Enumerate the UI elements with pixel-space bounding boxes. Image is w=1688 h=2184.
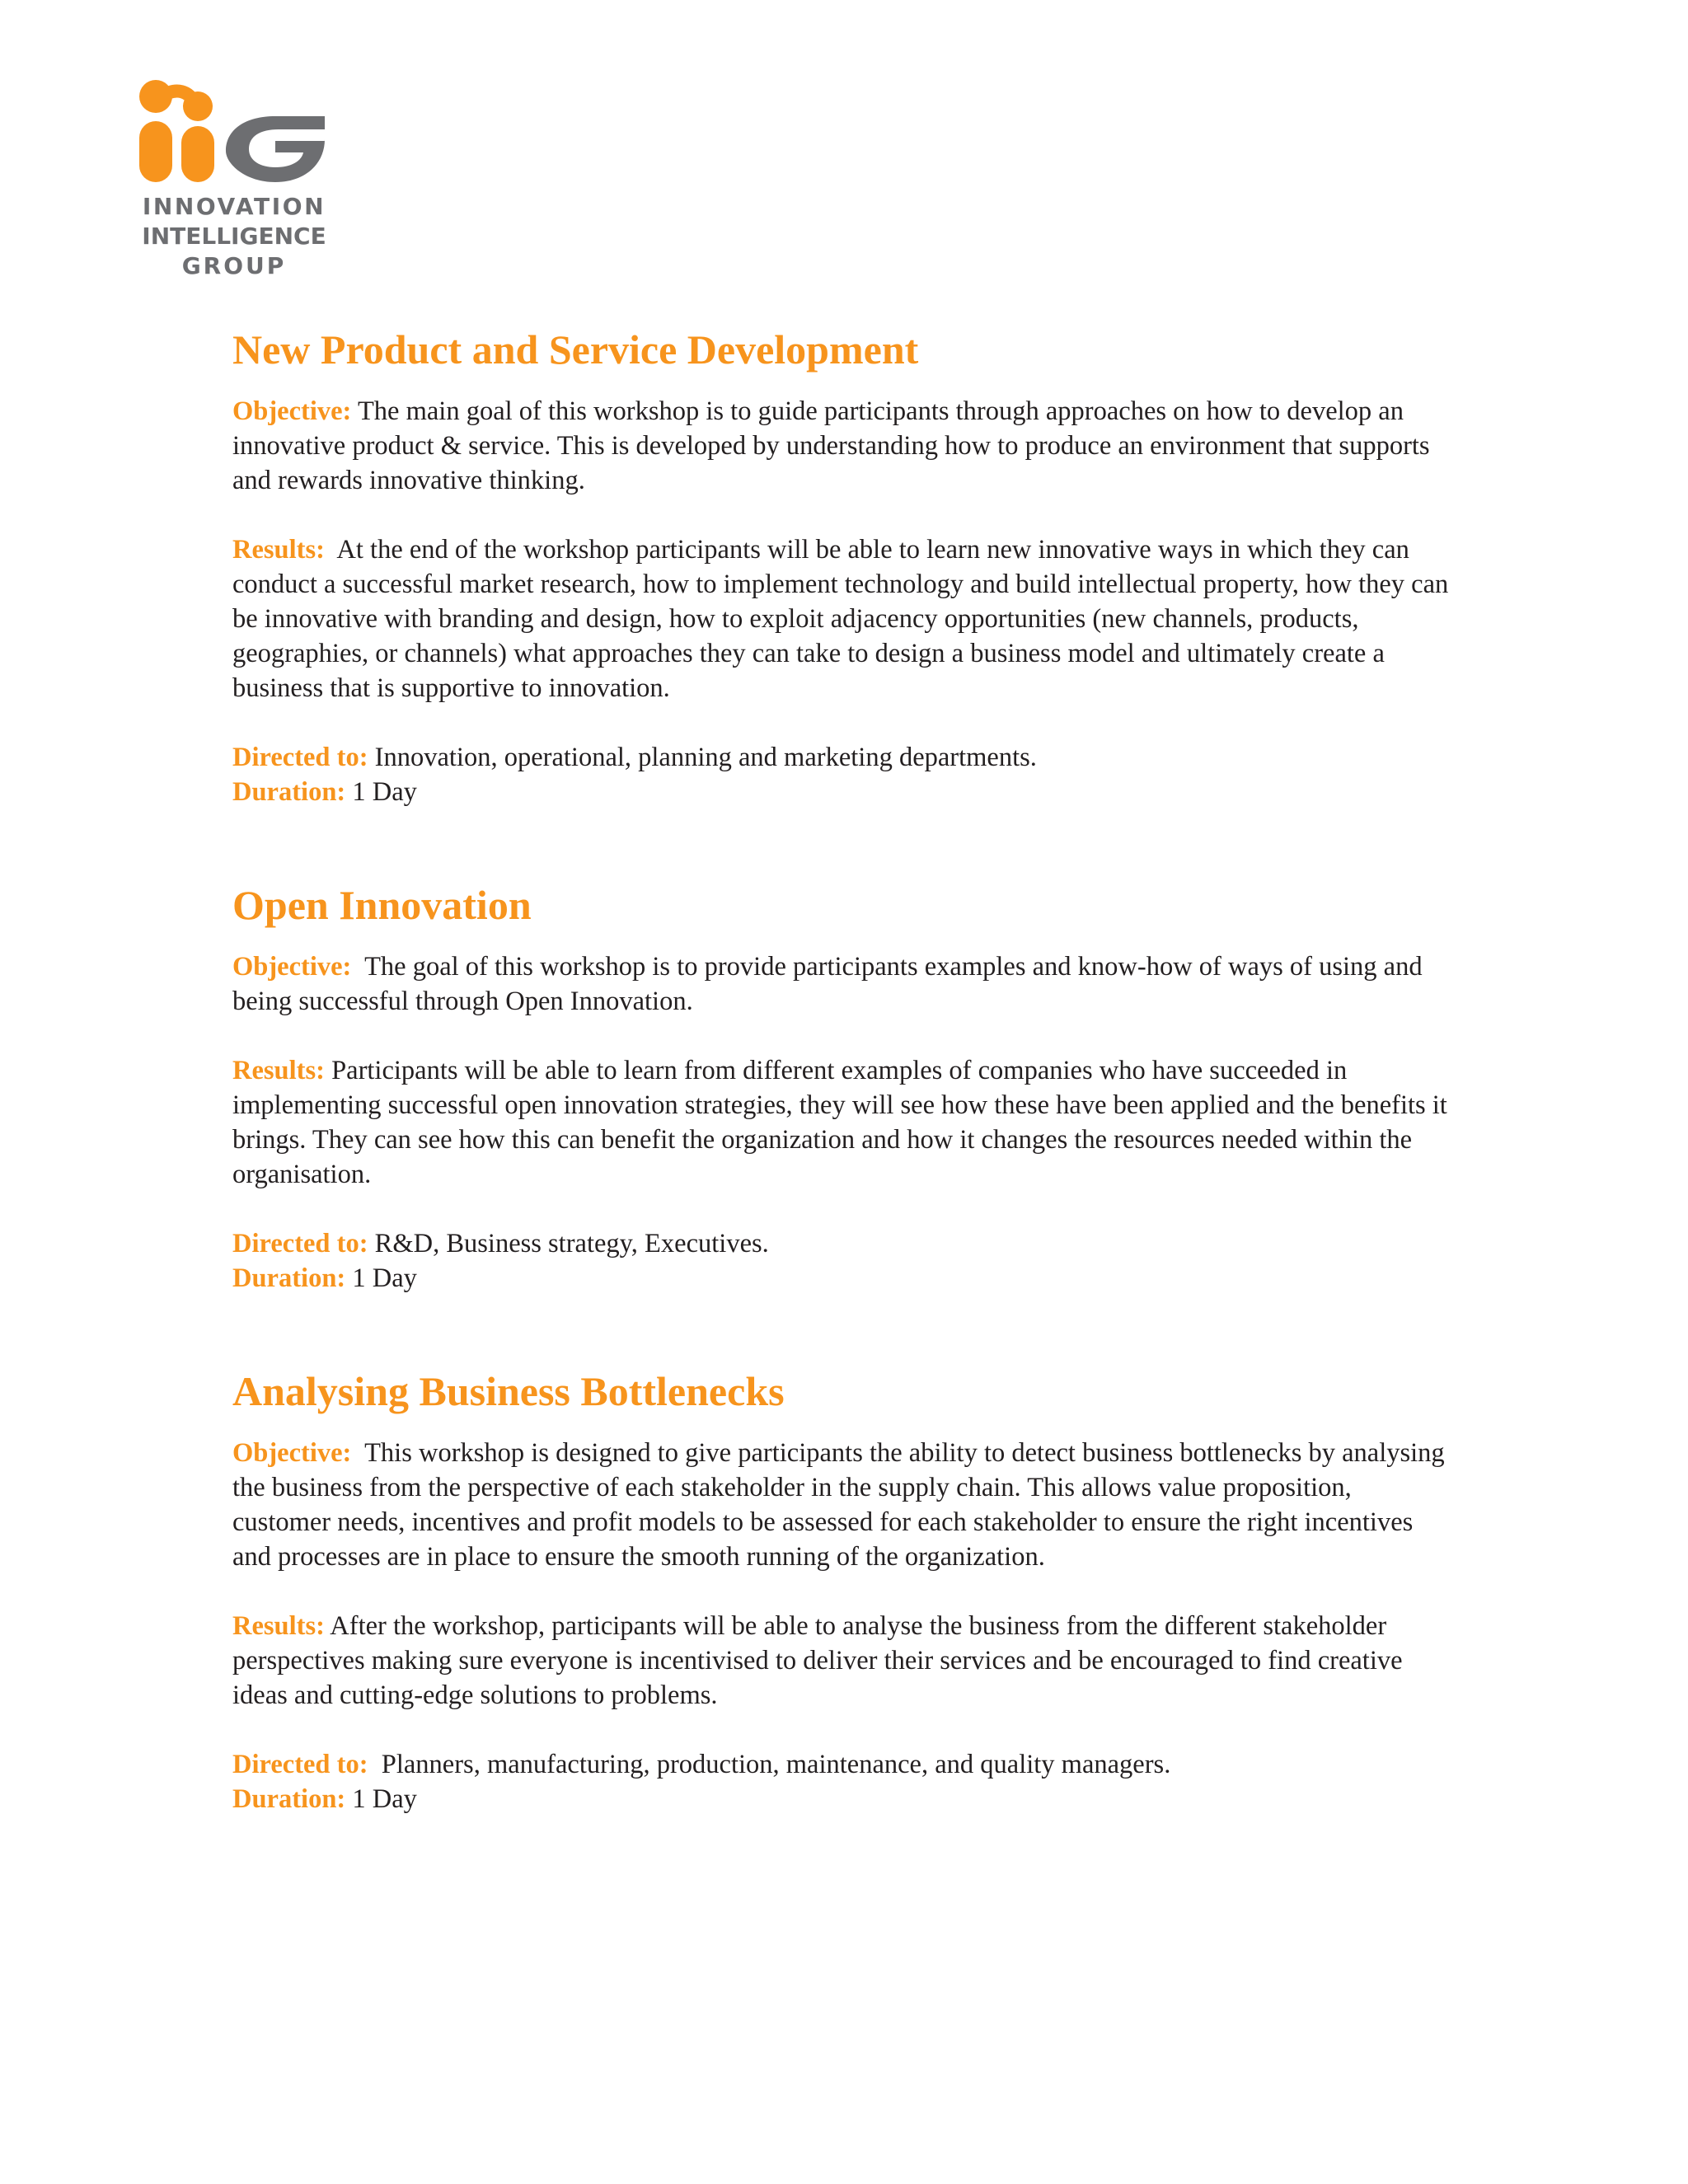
duration-text: 1 Day [352, 1784, 417, 1814]
logo-wordmark [137, 192, 331, 281]
directed-to-line [232, 1747, 1452, 1782]
duration-label: Duration: [232, 1784, 346, 1814]
workshop-section [232, 323, 1452, 809]
duration-label: Duration: [232, 777, 346, 807]
directed-to-label: Directed to: [232, 1229, 368, 1258]
results-label: Results: [232, 1611, 325, 1641]
logo-text-line: INNOVATION [142, 193, 326, 220]
directed-to-line [232, 1226, 1452, 1261]
objective-text: This workshop is designed to give participants the ability to detect business bottlenecks by analysing the business from the perspective of each stakeholder in the supply chain. This allows value proposition, customer needs, incentives and profit models to be assessed for each stakeholder to ensure the right incentives and processes are in place to ensure the smooth running of the organization. [232, 1438, 1445, 1572]
section-title: Analysing Business Bottlenecks [232, 1368, 785, 1414]
objective-label: Objective: [232, 1438, 352, 1468]
workshop-section [232, 879, 1452, 1296]
workshop-section [232, 1365, 1452, 1816]
duration-text: 1 Day [352, 777, 417, 807]
results-label: Results: [232, 1056, 325, 1085]
section-title: Open Innovation [232, 882, 532, 928]
directed-to-line [232, 740, 1452, 775]
results-text: At the end of the workshop participants will be able to learn new innovative ways in which they can conduct a successful market research, how to implement technology and build intellectual property, how they can be innovative with branding and design, how to exploit adjacency opportunities (new channels, products, geographies, or channels) what approaches they can take to design a business model and ultimately create a business that is supportive to innovation. [232, 535, 1449, 703]
results-paragraph [232, 1609, 1452, 1713]
objective-paragraph [232, 1436, 1452, 1574]
objective-paragraph [232, 949, 1452, 1019]
section-title: New Product and Service Development [232, 326, 919, 373]
duration-label: Duration: [232, 1263, 346, 1293]
directed-to-text: Planners, manufacturing, production, maintenance, and quality managers. [381, 1750, 1171, 1779]
directed-to-label: Directed to: [232, 743, 368, 772]
directed-to-text: Innovation, operational, planning and marketing departments. [374, 743, 1037, 772]
objective-text: The main goal of this workshop is to guide participants through approaches on how to develop an innovative product & service. This is developed by understanding how to produce an environment that supports and rewards innovative thinking. [232, 396, 1430, 495]
directed-to-label: Directed to: [232, 1750, 368, 1779]
results-text: Participants will be able to learn from different examples of companies who have succeeded in implementing successful open innovation strategies, they will see how these have been applied and the benefits it brings. They can see how this can benefit the organization and how it changes the resources needed within the organisation. [232, 1056, 1447, 1189]
results-paragraph [232, 1053, 1452, 1192]
duration-line [232, 1261, 1452, 1296]
results-paragraph [232, 532, 1452, 705]
duration-line [232, 1782, 1452, 1816]
logo-text-line: INTELLIGENCE [142, 223, 326, 250]
logo-text-line: GROUP [181, 252, 287, 279]
objective-text: The goal of this workshop is to provide participants examples and know-how of ways of using and being successful through Open Innovation. [232, 952, 1423, 1016]
objective-paragraph [232, 394, 1452, 498]
duration-text: 1 Day [352, 1263, 417, 1293]
iig-logo-mark-icon [137, 78, 328, 182]
results-label: Results: [232, 535, 325, 565]
objective-label: Objective: [232, 952, 352, 982]
results-text: After the workshop, participants will be able to analyse the business from the different stakeholder perspectives making sure everyone is incentivised to deliver their services and be encouraged to find creative ideas and cutting-edge solutions to problems. [232, 1611, 1403, 1710]
directed-to-text: R&D, Business strategy, Executives. [374, 1229, 769, 1258]
objective-label: Objective: [232, 396, 352, 426]
company-logo [137, 78, 335, 284]
document-body [232, 323, 1452, 1816]
duration-line [232, 775, 1452, 809]
